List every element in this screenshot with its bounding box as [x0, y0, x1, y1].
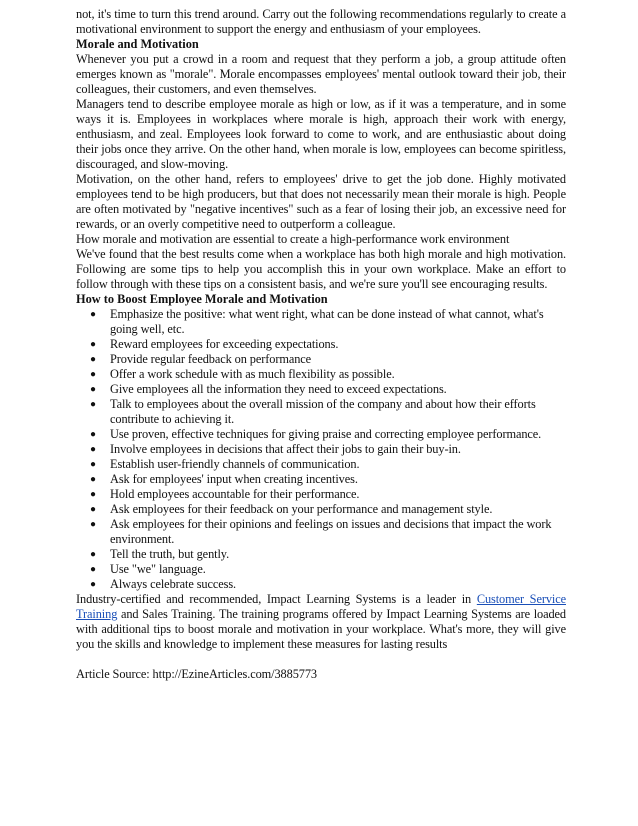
section-heading-boost-tips: How to Boost Employee Morale and Motivation	[76, 292, 328, 306]
tip-list-item	[90, 397, 566, 427]
tip-list-item	[90, 472, 566, 487]
article-document	[76, 7, 566, 682]
section-heading-morale-motivation: Morale and Motivation	[76, 37, 199, 51]
tip-list-item	[90, 337, 566, 352]
tip-list-item	[90, 562, 566, 577]
article-source: Article Source: http://EzineArticles.com/3885773	[76, 667, 317, 681]
tip-text: Always celebrate success.	[110, 577, 237, 591]
tips-list	[76, 307, 566, 592]
tip-list-item	[90, 457, 566, 472]
closing-text-after-link: and Sales Training. The training programs offered by Impact Learning Systems are loaded with additional tips to boost morale and motivation in your workplace. What's more, they will give you the skills and knowledge to implement these measures for lasting results	[76, 607, 566, 651]
tip-text: Reward employees for exceeding expectations.	[110, 337, 339, 351]
tip-text: Provide regular feedback on performance	[110, 352, 312, 366]
bullet-icon: ●	[90, 384, 96, 395]
bullet-icon: ●	[90, 399, 96, 410]
closing-text-before-link: Industry-certified and recommended, Impact Learning Systems is a leader in	[76, 592, 477, 606]
paragraph-motivation-definition: Motivation, on the other hand, refers to employees' drive to get the job done. Highly motivated employees tend to be high producers, but that does not necessarily mean their morale is high. People are often motivated by "negative incentives" such as a fear of losing their job, an excessive need for rewards, or an overly competitive need to outperform a colleague.	[76, 172, 566, 231]
tip-list-item	[90, 577, 566, 592]
bullet-icon: ●	[90, 549, 96, 560]
tip-text: Offer a work schedule with as much flexibility as possible.	[110, 367, 395, 381]
tip-list-item	[90, 307, 566, 337]
tip-list-item	[90, 427, 566, 442]
bullet-icon: ●	[90, 564, 96, 575]
tip-text: Use "we" language.	[110, 562, 206, 576]
bullet-icon: ●	[90, 429, 96, 440]
tip-list-item	[90, 487, 566, 502]
tip-text: Ask employees for their feedback on your performance and management style.	[110, 502, 493, 516]
bullet-icon: ●	[90, 459, 96, 470]
bullet-icon: ●	[90, 474, 96, 485]
tip-text: Ask employees for their opinions and feelings on issues and decisions that impact the work environment.	[110, 517, 552, 546]
bullet-icon: ●	[90, 369, 96, 380]
tip-list-item	[90, 352, 566, 367]
bullet-icon: ●	[90, 354, 96, 365]
bullet-icon: ●	[90, 444, 96, 455]
bullet-icon: ●	[90, 579, 96, 590]
bullet-icon: ●	[90, 504, 96, 515]
paragraph-morale-levels: Managers tend to describe employee morale as high or low, as if it was a temperature, and in some ways it is. Employees in workplaces where morale is high, approach their work with energy, enthusiasm, and zeal. Employees look forward to come to work, and are enthusiastic about doing their jobs once they arrive. On the other hand, when morale is low, employees can become spiritless, discouraged, and slow-moving.	[76, 97, 566, 171]
tip-text: Talk to employees about the overall mission of the company and about how their efforts contribute to achieving it.	[110, 397, 536, 426]
tip-text: Tell the truth, but gently.	[110, 547, 230, 561]
tip-list-item	[90, 367, 566, 382]
tip-text: Ask for employees' input when creating incentives.	[110, 472, 358, 486]
paragraph-morale-definition: Whenever you put a crowd in a room and request that they perform a job, a group attitude often emerges known as "morale". Morale encompasses employees' mental outlook toward their job, their colleagues, their customers, and even themselves.	[76, 52, 566, 96]
tip-list-item	[90, 517, 566, 547]
paragraph-essential-environment: How morale and motivation are essential to create a high-performance work environment	[76, 232, 510, 246]
paragraph-best-results: We've found that the best results come when a workplace has both high morale and high motivation. Following are some tips to help you accomplish this in your own workplace. Make an effort to follow through with these tips on a consistent basis, and we're sure you'll see encouraging results.	[76, 247, 566, 291]
bullet-icon: ●	[90, 519, 96, 530]
tip-text: Use proven, effective techniques for giving praise and correcting employee performance.	[110, 427, 542, 441]
tip-list-item	[90, 502, 566, 517]
spacer	[76, 652, 566, 667]
tip-list-item	[90, 442, 566, 457]
bullet-icon: ●	[90, 489, 96, 500]
bullet-icon: ●	[90, 309, 96, 320]
bullet-icon: ●	[90, 339, 96, 350]
tip-text: Emphasize the positive: what went right, what can be done instead of what cannot, what's going well, etc.	[110, 307, 544, 336]
tip-text: Involve employees in decisions that affect their jobs to gain their buy-in.	[110, 442, 461, 456]
intro-paragraph: not, it's time to turn this trend around. Carry out the following recommendations regularly to create a motivational environment to support the energy and enthusiasm of your employees.	[76, 7, 566, 36]
tip-text: Establish user-friendly channels of communication.	[110, 457, 360, 471]
closing-paragraph	[76, 592, 566, 652]
customer-service-training-link[interactable]: Customer Service Training	[76, 592, 566, 621]
tip-text: Hold employees accountable for their performance.	[110, 487, 360, 501]
tip-text: Give employees all the information they need to exceed expectations.	[110, 382, 447, 396]
tip-list-item	[90, 382, 566, 397]
tip-list-item	[90, 547, 566, 562]
